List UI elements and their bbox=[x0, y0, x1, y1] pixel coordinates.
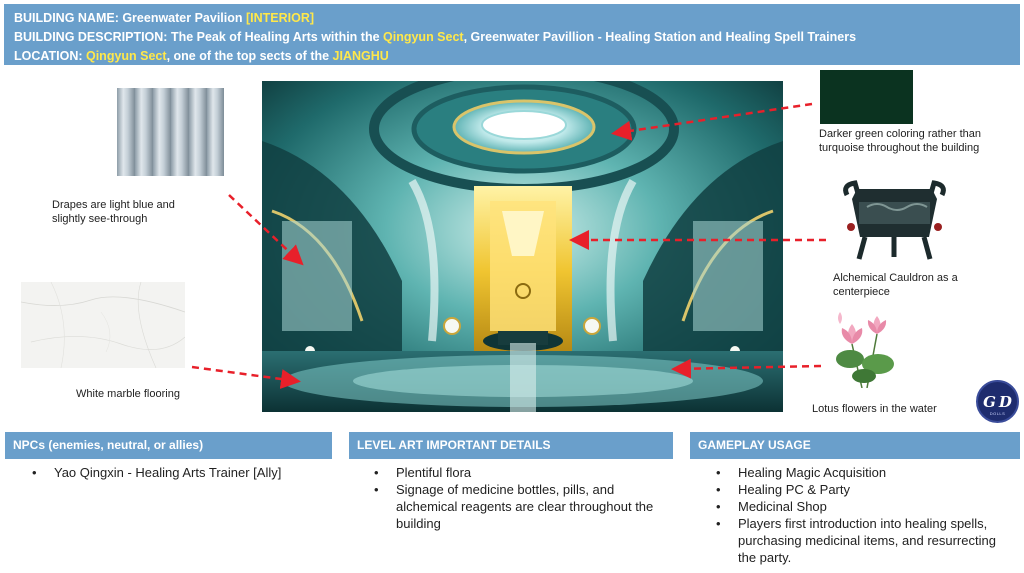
location-world: JIANGHU bbox=[332, 49, 389, 63]
description-label: BUILDING DESCRIPTION: The Peak of Healing Arts within the bbox=[14, 30, 384, 44]
list-item: • Players first introduction into healing spells, purchasing medicinal items, and resurrecting the party. bbox=[714, 515, 1014, 566]
building-name-line bbox=[14, 9, 1010, 28]
list-item: • Healing PC & Party bbox=[714, 481, 1014, 498]
gameplay-list bbox=[714, 464, 1014, 566]
list-item: • Healing Magic Acquisition bbox=[714, 464, 1014, 481]
list-item: • Plentiful flora bbox=[372, 464, 672, 481]
interior-tag: [INTERIOR] bbox=[246, 11, 315, 25]
marble-caption: White marble flooring bbox=[76, 388, 180, 400]
marble-reference-image bbox=[21, 282, 185, 368]
location-label: LOCATION: bbox=[14, 49, 86, 63]
description-rest: , Greenwater Pavillion - Healing Station and Healing Spell Trainers bbox=[463, 30, 857, 44]
pavilion-interior-artwork bbox=[262, 81, 783, 412]
location-line bbox=[14, 47, 1010, 66]
logo-mark: G D bbox=[983, 392, 1012, 411]
lotus-caption: Lotus flowers in the water bbox=[812, 403, 937, 415]
list-item: • Signage of medicine bottles, pills, and alchemical reagents are clear throughout the building bbox=[372, 481, 672, 532]
location-sect: Qingyun Sect bbox=[85, 49, 167, 63]
list-item: • Medicinal Shop bbox=[714, 498, 1014, 515]
drapes-reference-image bbox=[117, 88, 224, 176]
level-art-list bbox=[372, 464, 672, 532]
description-sect: Qingyun Sect bbox=[383, 30, 464, 44]
header-banner bbox=[4, 4, 1020, 65]
lotus-reference-image bbox=[832, 304, 898, 388]
green-coloring-caption: Darker green coloring rather than turquoise throughout the building bbox=[819, 128, 982, 154]
level-art-section-header: LEVEL ART IMPORTANT DETAILS bbox=[349, 432, 673, 459]
list-item: • Yao Qingxin - Healing Arts Trainer [Ally] bbox=[30, 464, 330, 481]
logo-subtext: DOLLS bbox=[989, 411, 1006, 416]
cauldron-caption: Alchemical Cauldron as a centerpiece bbox=[833, 272, 958, 298]
npcs-list bbox=[30, 464, 330, 481]
building-name-value: Greenwater Pavilion bbox=[122, 11, 246, 25]
building-name-label: BUILDING NAME: bbox=[14, 11, 123, 25]
drapes-caption: Drapes are light blue and slightly see-through bbox=[52, 199, 175, 225]
building-description-line bbox=[14, 28, 1010, 47]
location-mid: , one of the top sects of the bbox=[166, 49, 333, 63]
green-color-swatch bbox=[820, 70, 913, 124]
studio-logo bbox=[976, 380, 1019, 423]
gameplay-section-header: GAMEPLAY USAGE bbox=[690, 432, 1020, 459]
cauldron-reference-image bbox=[837, 177, 952, 262]
npcs-section-header: NPCs (enemies, neutral, or allies) bbox=[5, 432, 332, 459]
